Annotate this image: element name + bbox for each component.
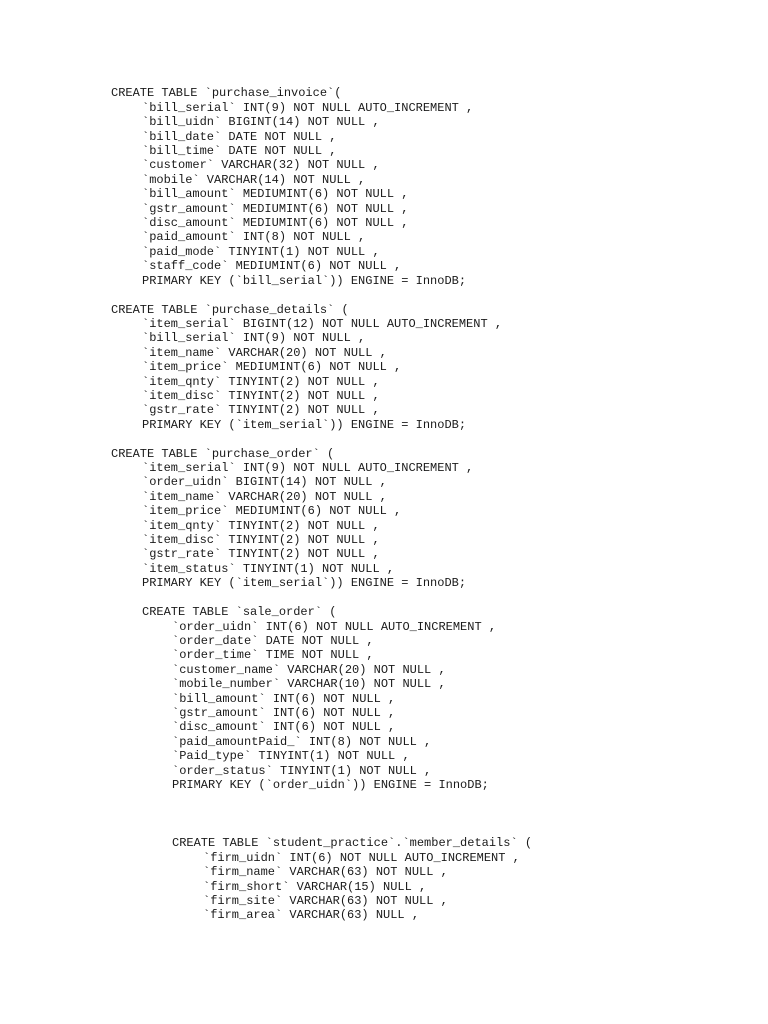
column-definition-line: `customer_name` VARCHAR(20) NOT NULL , [172, 663, 446, 677]
column-definition-line: `firm_short` VARCHAR(15) NULL , [203, 880, 427, 894]
column-definition-line: `disc_amount` MEDIUMINT(6) NOT NULL , [142, 216, 409, 230]
column-definition-line: `item_qnty` TINYINT(2) NOT NULL , [142, 375, 380, 389]
column-definition-line: `gstr_rate` TINYINT(2) NOT NULL , [142, 403, 380, 417]
column-definition-line: `bill_amount` INT(6) NOT NULL , [172, 692, 396, 706]
column-definition-line: `item_price` MEDIUMINT(6) NOT NULL , [142, 360, 402, 374]
column-definition-line: `gstr_amount` INT(6) NOT NULL , [172, 706, 396, 720]
column-definition-line: `gstr_amount` MEDIUMINT(6) NOT NULL , [142, 202, 409, 216]
column-definition-line: `firm_name` VARCHAR(63) NOT NULL , [203, 865, 448, 879]
primary-key-line: PRIMARY KEY (`item_serial`)) ENGINE = InnoDB; [142, 576, 467, 590]
column-definition-line: `firm_uidn` INT(6) NOT NULL AUTO_INCREMENT , [203, 851, 520, 865]
column-definition-line: `customer` VARCHAR(32) NOT NULL , [142, 158, 380, 172]
column-definition-line: `mobile` VARCHAR(14) NOT NULL , [142, 173, 366, 187]
column-definition-line: `Paid_type` TINYINT(1) NOT NULL , [172, 749, 410, 763]
column-definition-line: `staff_code` MEDIUMINT(6) NOT NULL , [142, 259, 402, 273]
column-definition-line: `bill_serial` INT(9) NOT NULL , [142, 331, 366, 345]
column-definition-line: `order_uidn` BIGINT(14) NOT NULL , [142, 475, 387, 489]
column-definition-line: `bill_uidn` BIGINT(14) NOT NULL , [142, 115, 380, 129]
create-table-line: CREATE TABLE `purchase_invoice`( [111, 86, 342, 100]
column-definition-line: `firm_area` VARCHAR(63) NULL , [203, 908, 420, 922]
column-definition-line: `item_disc` TINYINT(2) NOT NULL , [142, 389, 380, 403]
column-definition-line: `mobile_number` VARCHAR(10) NOT NULL , [172, 677, 446, 691]
column-definition-line: `order_time` TIME NOT NULL , [172, 648, 374, 662]
column-definition-line: `paid_mode` TINYINT(1) NOT NULL , [142, 245, 380, 259]
column-definition-line: `item_name` VARCHAR(20) NOT NULL , [142, 490, 387, 504]
create-table-line: CREATE TABLE `purchase_order` ( [111, 447, 335, 461]
column-definition-line: `disc_amount` INT(6) NOT NULL , [172, 720, 396, 734]
column-definition-line: `item_price` MEDIUMINT(6) NOT NULL , [142, 504, 402, 518]
column-definition-line: `item_disc` TINYINT(2) NOT NULL , [142, 533, 380, 547]
primary-key-line: PRIMARY KEY (`bill_serial`)) ENGINE = InnoDB; [142, 274, 467, 288]
column-definition-line: `gstr_rate` TINYINT(2) NOT NULL , [142, 547, 380, 561]
column-definition-line: `order_status` TINYINT(1) NOT NULL , [172, 764, 432, 778]
column-definition-line: `item_serial` BIGINT(12) NOT NULL AUTO_INCREMENT , [142, 317, 503, 331]
primary-key-line: PRIMARY KEY (`item_serial`)) ENGINE = InnoDB; [142, 418, 467, 432]
create-table-line: CREATE TABLE `sale_order` ( [142, 605, 337, 619]
primary-key-line: PRIMARY KEY (`order_uidn`)) ENGINE = InnoDB; [172, 778, 489, 792]
column-definition-line: `order_date` DATE NOT NULL , [172, 634, 374, 648]
column-definition-line: `item_status` TINYINT(1) NOT NULL , [142, 562, 395, 576]
create-table-line: CREATE TABLE `purchase_details` ( [111, 303, 349, 317]
column-definition-line: `item_qnty` TINYINT(2) NOT NULL , [142, 519, 380, 533]
column-definition-line: `item_name` VARCHAR(20) NOT NULL , [142, 346, 387, 360]
column-definition-line: `paid_amountPaid_` INT(8) NOT NULL , [172, 735, 432, 749]
create-table-line: CREATE TABLE `student_practice`.`member_details` ( [172, 836, 533, 850]
column-definition-line: `item_serial` INT(9) NOT NULL AUTO_INCREMENT , [142, 461, 474, 475]
column-definition-line: `bill_time` DATE NOT NULL , [142, 144, 337, 158]
column-definition-line: `bill_date` DATE NOT NULL , [142, 130, 337, 144]
column-definition-line: `paid_amount` INT(8) NOT NULL , [142, 230, 366, 244]
column-definition-line: `order_uidn` INT(6) NOT NULL AUTO_INCREMENT , [172, 620, 497, 634]
column-definition-line: `firm_site` VARCHAR(63) NOT NULL , [203, 894, 448, 908]
column-definition-line: `bill_amount` MEDIUMINT(6) NOT NULL , [142, 187, 409, 201]
column-definition-line: `bill_serial` INT(9) NOT NULL AUTO_INCREMENT , [142, 101, 474, 115]
